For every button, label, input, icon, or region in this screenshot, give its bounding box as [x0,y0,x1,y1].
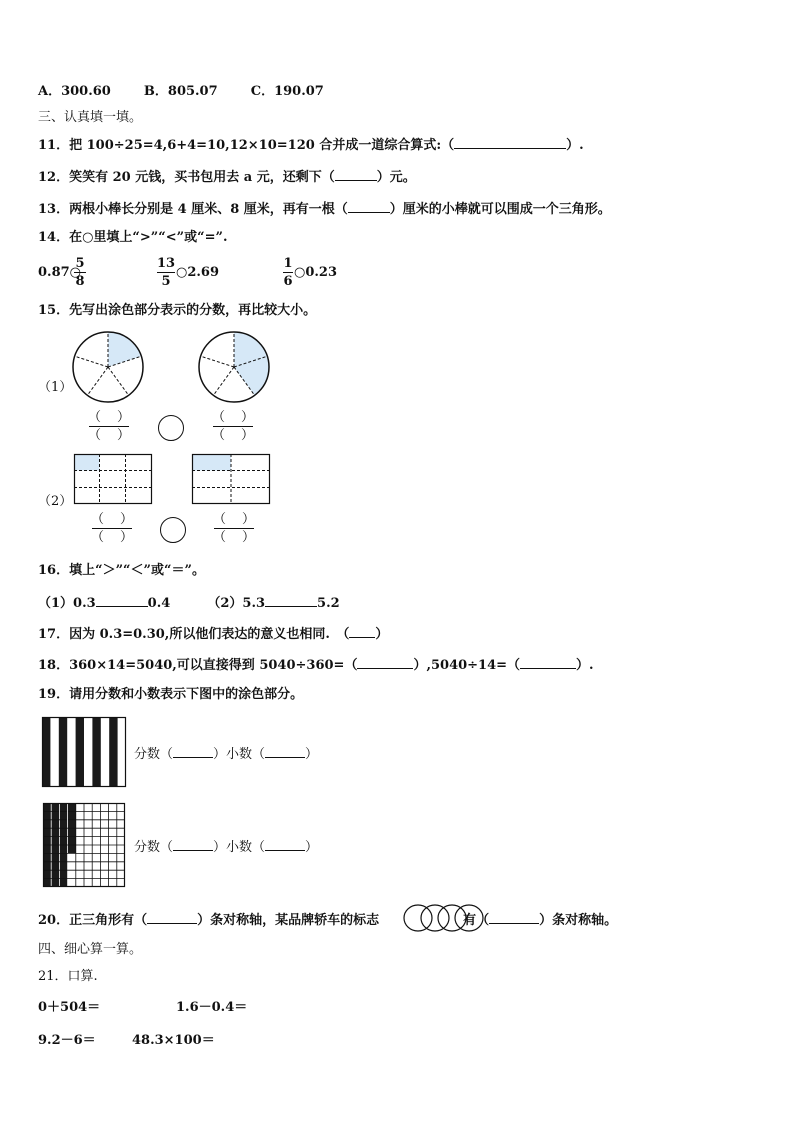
compare-circle[interactable] [160,517,186,543]
q21-expr-3: 9.2－6＝ [38,1033,96,1048]
q15-2-fraction-left[interactable]: （ ） （ ） [91,512,134,545]
answer-blank[interactable] [348,200,390,213]
answer-blank[interactable] [520,656,576,669]
question-11: 11．把 100÷25=4,6+4=10,12×10=120 合并成一道综合算式:（ ）. [38,138,584,153]
q14-b-right: ○2.69 [176,265,220,280]
question-16-items: （1）0.3 0.4 （2）5.3 5.2 [38,596,340,611]
answer-blank[interactable] [454,136,566,149]
q21-expr-4: 48.3×100＝ [132,1033,215,1048]
question-20: 20．正三角形有（ ）条对称轴，某品牌轿车的标志 有（ ）条对称轴。 [38,913,618,928]
answer-blank[interactable] [265,594,317,607]
answer-blank[interactable] [489,911,539,924]
q14-a-fraction: 5 8 [75,256,85,289]
question-15-title: 15．先写出涂色部分表示的分数，再比较大小。 [38,303,317,318]
q14-c-right: ○0.23 [294,265,338,280]
pie-diagram-right [198,331,270,403]
question-18: 18．360×14=5040,可以直接得到 5040÷360=（ ）,5040÷14=（ ）. [38,658,594,673]
answer-blank[interactable] [265,838,305,851]
answer-blank[interactable] [349,625,375,638]
compare-circle[interactable] [158,415,184,441]
q19-row-1-answers: 分数（ ）小数（ ） [134,747,319,762]
answer-blank[interactable] [147,911,197,924]
rect-diagram-right [192,454,270,504]
question-21-title: 21．口算. [38,969,98,984]
question-17: 17．因为 0.3=0.30,所以他们表达的意义也相同. （ ） [38,627,389,642]
q15-label-1: （1） [38,380,73,395]
q15-1-fraction-left[interactable]: （ ） （ ） [88,410,131,443]
answer-blank[interactable] [265,745,305,758]
striped-bar-figure [42,717,126,787]
option-b: B．805.07 [143,84,218,99]
q21-expr-2: 1.6－0.4＝ [176,1000,248,1015]
q19-row-2-answers: 分数（ ）小数（ ） [134,840,319,855]
q14-a-left: 0.87○ [38,265,82,280]
answer-blank[interactable] [173,838,213,851]
option-a: A．300.60 [38,84,111,99]
rect-diagram-left [74,454,152,504]
question-12: 12．笑笑有 20 元钱，买书包用去 a 元，还剩下（ ）元。 [38,170,416,185]
car-logo-four-rings [403,904,485,932]
q15-2-fraction-right[interactable]: （ ） （ ） [213,512,256,545]
q15-1-fraction-right[interactable]: （ ） （ ） [212,410,255,443]
section-4-heading: 四、细心算一算。 [38,942,143,957]
q21-expr-1: 0＋504＝ [38,1000,101,1015]
options-line [38,84,324,100]
q14-c-fraction: 1 6 [283,256,293,289]
question-13: 13．两根小棒长分别是 4 厘米、8 厘米，再有一根（ ）厘米的小棒就可以围成一个三角形。 [38,202,611,217]
answer-blank[interactable] [357,656,413,669]
q14-b-fraction: 13 5 [157,256,176,289]
pie-diagram-left [72,331,144,403]
answer-blank[interactable] [96,594,148,607]
section-3-heading: 三、认真填一填。 [38,110,143,125]
answer-blank[interactable] [173,745,213,758]
option-c: C．190.07 [250,84,324,99]
q15-label-2: （2） [38,494,73,509]
question-19-title: 19．请用分数和小数表示下图中的涂色部分。 [38,687,304,702]
grid-figure [43,803,125,887]
question-16-title: 16．填上“＞”“＜”或“＝”。 [38,563,205,578]
question-14-title: 14．在○里填上“>”“<”或“=”. [38,230,228,245]
answer-blank[interactable] [335,168,377,181]
